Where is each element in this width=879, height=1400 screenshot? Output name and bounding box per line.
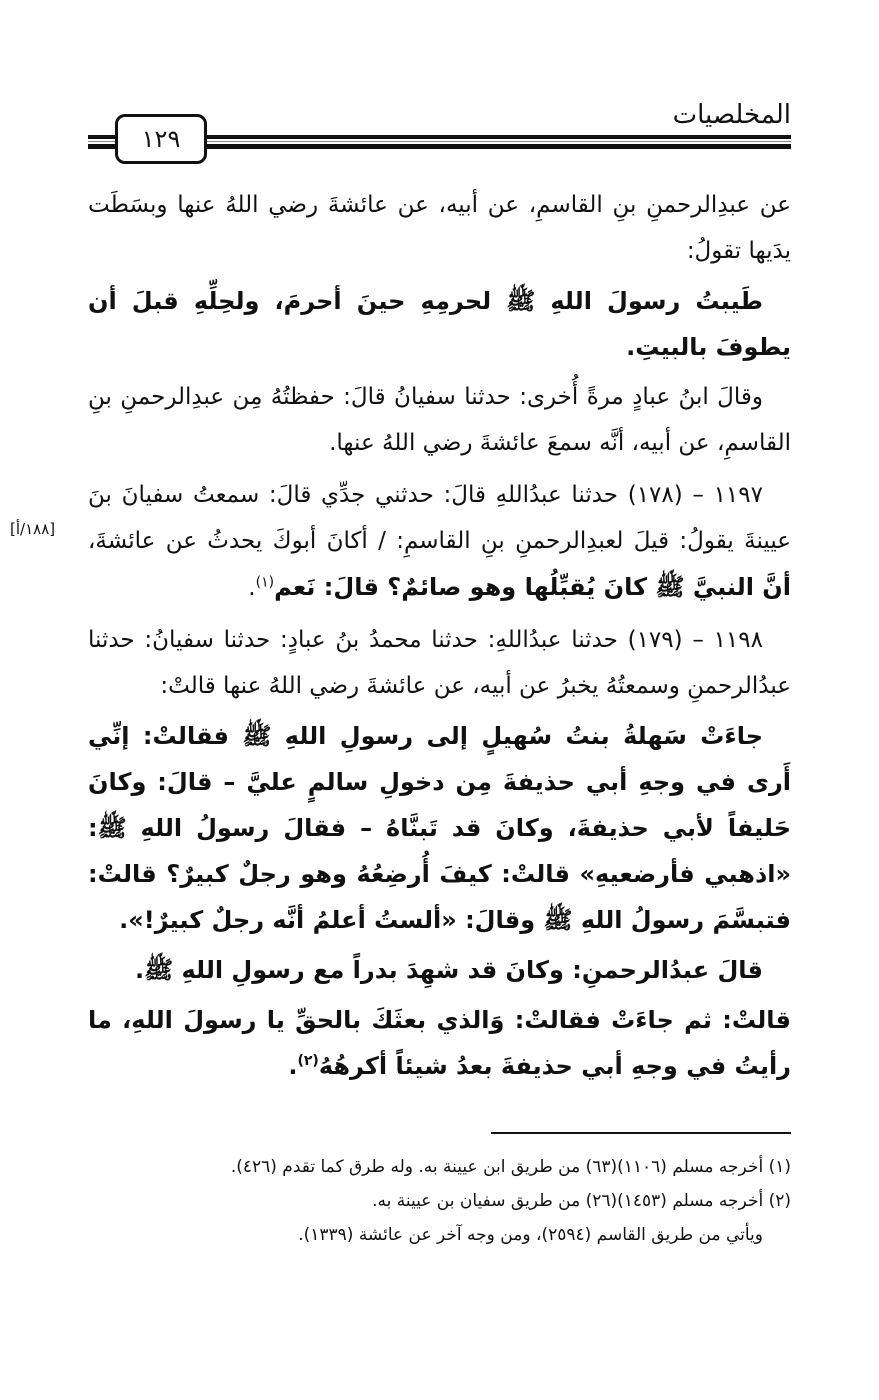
paragraph-1: عن عبدِالرحمنِ بنِ القاسمِ، عن أبيه، عن عائشةَ رضي اللهُ عنها وبسَطَت يدَيها تقولُ: <box>88 192 791 264</box>
paragraph-6: جاءَتْ سَهلةُ بنتُ سُهيلٍ إلى رسولِ اللهِ ﷺ فقالتْ: إنِّي أَرى في وجهِ أبي حذيفةَ مِن دخولِ سالمٍ عليَّ – قالَ: وكانَ حَليفاً لأبي حذيفةَ، وكانَ قد تَبنَّاهُ – فقالَ رسولُ اللهِ ﷺ: «اذهبي فأرضعيهِ» قالتْ: كيفَ أُرضِعُهُ وهو رجلٌ كبيرٌ؟ قالتْ: فتبسَّمَ رسولُ اللهِ ﷺ وقالَ: «ألستُ أعلمُ أنَّه رجلٌ كبيرٌ!». <box>88 722 791 934</box>
page-number: ١٢٩ <box>115 114 207 164</box>
main-text <box>88 182 791 1089</box>
paragraph-8 <box>88 997 791 1089</box>
paragraph-3: وقالَ ابنُ عبادٍ مرةً أُخرى: حدثنا سفيانُ قالَ: حفظتُهُ مِن عبدِالرحمنِ بنِ القاسمِ، عن أبيه، أنَّه سمعَ عائشةَ رضي اللهُ عنها. <box>88 384 791 456</box>
running-header-title: المخلصيات <box>672 100 791 130</box>
footnote-1: (١) أخرجه مسلم (١١٠٦)(٦٣) من طريق ابن عيينة به. وله طرق كما تقدم (٤٢٦). <box>230 1157 791 1177</box>
footnote-2-continuation: ويأتي من طريق القاسم (٢٥٩٤)، ومن وجه آخر عن عائشة (١٣٣٩). <box>298 1225 763 1245</box>
paragraph-8-end: . <box>288 1052 298 1080</box>
paragraph-7: قالَ عبدُالرحمنِ: وكانَ قد شهِدَ بدراً مع رسولِ اللهِ ﷺ. <box>135 956 763 984</box>
footnote-ref-1: (١) <box>255 574 275 591</box>
paragraph-8-text: قالتْ: ثم جاءَتْ فقالتْ: وَالذي بعثَكَ بالحقِّ يا رسولَ اللهِ، ما رأيتُ في وجهِ أبي حذيفةَ بعدُ شيئاً أكرهُهُ <box>88 1006 791 1080</box>
hadith-1197-matn: أنَّ النبيَّ ﷺ كانَ يُقبِّلُها وهو صائمٌ؟ قالَ: نَعم <box>274 573 791 601</box>
footnote-separator <box>491 1132 791 1134</box>
hadith-1197-end: . <box>248 575 256 601</box>
footnotes <box>88 1150 791 1252</box>
paragraph-2: طَيبتُ رسولَ اللهِ ﷺ لحرمِهِ حينَ أحرمَ، ولحِلِّهِ قبلَ أن يطوفَ بالبيتِ. <box>88 287 791 361</box>
paragraph-4 <box>88 472 791 611</box>
manuscript-folio-note: [١٨٨/أ] <box>10 520 56 538</box>
footnote-ref-2: (٢) <box>297 1053 319 1069</box>
footnote-2: (٢) أخرجه مسلم (١٤٥٣)(٢٦) من طريق سفيان بن عيينة به. <box>372 1191 791 1211</box>
hadith-1197-isnad: ١١٩٧ – (١٧٨) حدثنا عبدُاللهِ قالَ: حدثني جدِّي قالَ: سمعتُ سفيانَ بنَ عيينةَ يقولُ: قيلَ لعبدِالرحمنِ بنِ القاسمِ: / أكانَ أبوكَ يحدثُ عن عائشةَ، <box>88 482 791 554</box>
paragraph-5: ١١٩٨ – (١٧٩) حدثنا عبدُاللهِ: حدثنا محمدُ بنُ عبادٍ: حدثنا سفيانُ: حدثنا عبدُالرحمنِ وسمعتُهُ يخبرُ عن أبيه، عن عائشةَ رضي اللهُ عنها قالتْ: <box>88 627 791 699</box>
